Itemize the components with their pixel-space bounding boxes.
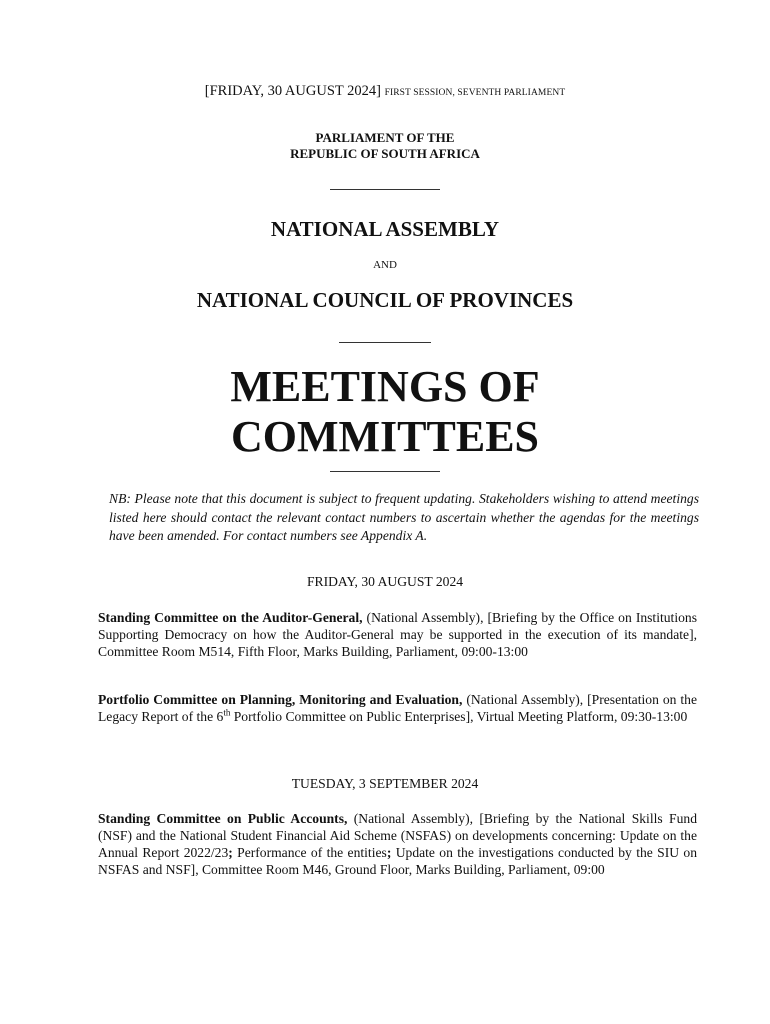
meeting-entry bbox=[98, 609, 697, 660]
meeting-details: (National Assembly), [Briefing by the National Skills Fund (NSF) and the National Student Financial Aid Scheme (NSFAS) on developments concerning: Update on the Annual Report 2022/23 bbox=[98, 811, 697, 860]
ordinal-suffix: th bbox=[223, 707, 231, 718]
header-session: FIRST SESSION, SEVENTH PARLIAMENT bbox=[384, 88, 566, 98]
meeting-details-cont: Performance of the entities bbox=[232, 845, 387, 860]
header-date: [FRIDAY, 30 AUGUST 2024] bbox=[204, 83, 381, 99]
meeting-details: (National Assembly), [Presentation on the Legacy Report of the 6 bbox=[98, 692, 697, 724]
committee-name: Standing Committee on Public Accounts, bbox=[98, 811, 348, 826]
meeting-details-cont: Update on the investigations conducted by the SIU on NSFAS and NSF], Committee Room M46, Ground Floor, Marks Building, Parliament, 09:00 bbox=[98, 845, 697, 877]
day-heading: FRIDAY, 30 AUGUST 2024 bbox=[306, 574, 464, 589]
document-header bbox=[0, 83, 770, 100]
committee-name: Standing Committee on the Auditor-General, bbox=[98, 610, 363, 625]
parliament-line-1: PARLIAMENT OF THE bbox=[315, 130, 455, 145]
separator: ; bbox=[228, 845, 233, 860]
ncop-heading: NATIONAL COUNCIL OF PROVINCES bbox=[196, 288, 574, 312]
meeting-details: (National Assembly), [Briefing by the Office on Institutions Supporting Democracy on how the Auditor-General may be supported in the execution of its mandate], Committee Room M514, Fifth Floor, Marks Building, Parliament, 09:00-13:00 bbox=[98, 610, 697, 659]
and-connector: AND bbox=[373, 259, 397, 271]
title-line-1: MEETINGS OF bbox=[230, 362, 540, 411]
meeting-entry bbox=[98, 810, 697, 878]
parliament-heading bbox=[0, 130, 770, 162]
separator: ; bbox=[386, 845, 392, 860]
day-heading: TUESDAY, 3 SEPTEMBER 2024 bbox=[291, 776, 479, 791]
page-title bbox=[0, 362, 770, 462]
meeting-details-cont: Portfolio Committee on Public Enterprises], Virtual Meeting Platform, 09:30-13:00 bbox=[230, 709, 688, 724]
divider-rule bbox=[330, 471, 440, 472]
committee-name: Portfolio Committee on Planning, Monitoring and Evaluation, bbox=[98, 692, 463, 707]
national-assembly-heading: NATIONAL ASSEMBLY bbox=[270, 217, 500, 241]
divider-rule bbox=[339, 342, 431, 343]
title-line-2: COMMITTEES bbox=[230, 412, 540, 461]
meeting-entry bbox=[98, 691, 697, 725]
divider-rule bbox=[330, 189, 440, 190]
update-notice: NB: Please note that this document is subject to frequent updating. Stakeholders wishing to attend meetings listed here should contact the relevant contact numbers to ascertain whether the agendas for the meetings have been amended. For contact numbers see Appendix A. bbox=[109, 491, 699, 543]
parliament-line-2: REPUBLIC OF SOUTH AFRICA bbox=[290, 146, 480, 161]
